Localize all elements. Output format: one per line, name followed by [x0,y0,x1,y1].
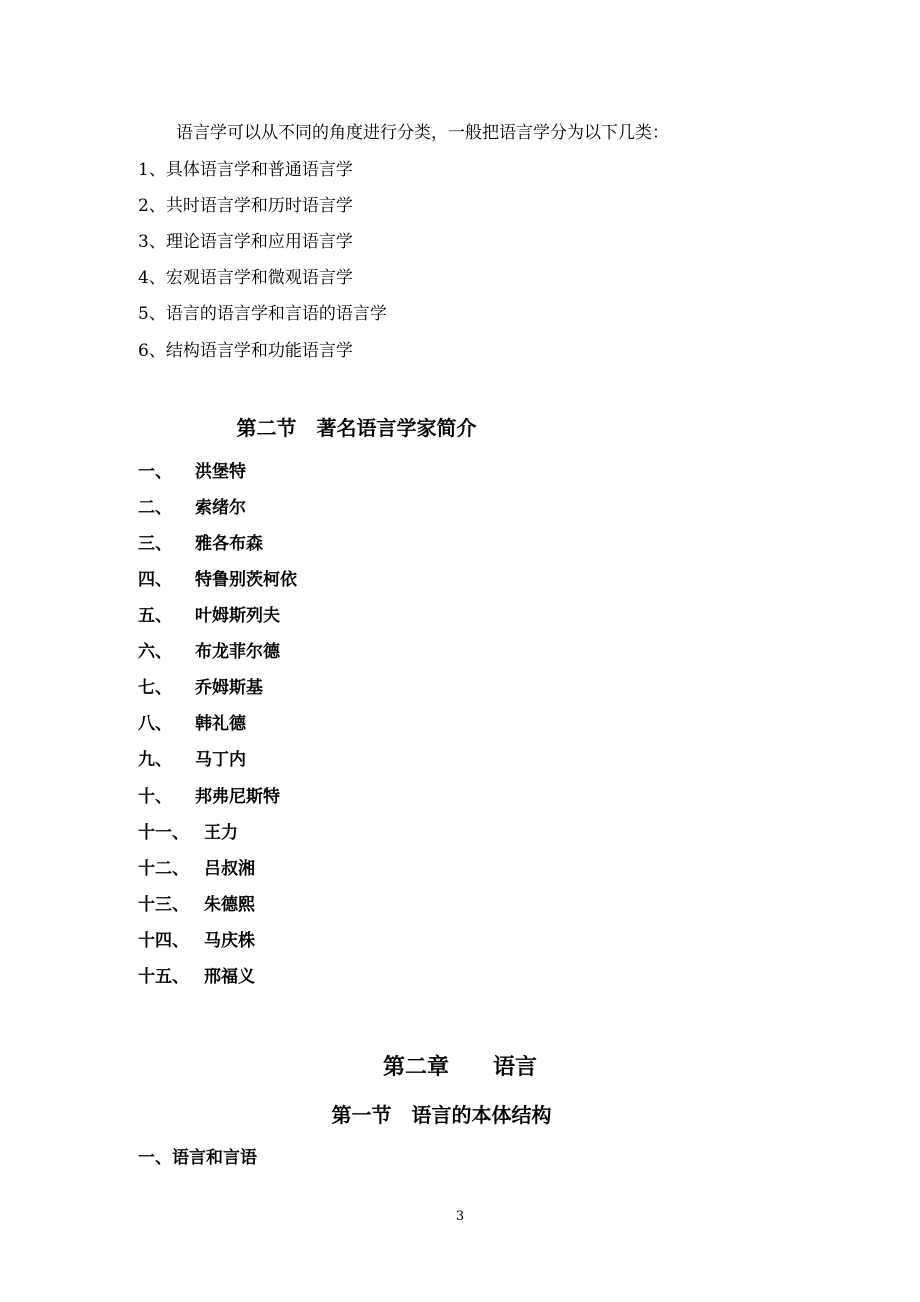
linguist-item [138,890,255,915]
linguist-item [138,457,246,482]
linguist-number: 十、 [138,787,172,807]
linguist-item [138,962,255,987]
linguist-item [138,818,238,843]
category-item: 6、结构语言学和功能语言学 [138,341,353,361]
linguist-number: 十二、 [138,859,189,879]
linguist-name: 朱德熙 [204,895,255,915]
linguist-number: 五、 [138,606,172,626]
linguist-name: 韩礼德 [195,714,246,734]
category-item: 3、理论语言学和应用语言学 [138,232,353,252]
linguist-item [138,493,246,518]
section-title: 第二节 著名语言学家简介 [236,416,477,440]
page-number: 3 [455,1209,465,1224]
linguist-item [138,673,263,698]
linguist-number: 九、 [138,750,172,770]
linguist-name: 叶姆斯列夫 [195,606,280,626]
subsection-heading: 一、语言和言语 [138,1148,257,1168]
linguist-number: 十一、 [138,823,189,843]
linguist-number: 十五、 [138,967,189,987]
linguist-number: 二、 [138,498,172,518]
linguist-number: 六、 [138,642,172,662]
linguist-item [138,565,297,590]
linguist-name: 洪堡特 [195,462,246,482]
linguist-name: 邢福义 [204,967,255,987]
linguist-item [138,745,246,770]
chapter-title: 第二章 语言 [382,1054,537,1080]
linguist-name: 乔姆斯基 [195,678,263,698]
linguist-name: 王力 [204,823,238,843]
linguist-name: 索绪尔 [195,498,246,518]
linguist-number: 三、 [138,534,172,554]
intro-paragraph: 语言学可以从不同的角度进行分类，一般把语言学分为以下几类： [176,123,669,143]
linguist-number: 十三、 [138,895,189,915]
category-item: 1、具体语言学和普通语言学 [138,160,353,180]
linguist-number: 八、 [138,714,172,734]
linguist-number: 一、 [138,462,172,482]
linguist-name: 特鲁别茨柯依 [195,570,297,590]
linguist-name: 邦弗尼斯特 [195,787,280,807]
linguist-item [138,601,280,626]
linguist-name: 吕叔湘 [204,859,255,879]
chapter-section-title: 第一节 语言的本体结构 [331,1103,552,1127]
linguist-name: 布龙菲尔德 [195,642,280,662]
linguist-item [138,926,255,951]
linguist-item [138,782,280,807]
linguist-item [138,854,255,879]
linguist-number: 七、 [138,678,172,698]
category-item: 2、共时语言学和历时语言学 [138,196,353,216]
linguist-item [138,529,263,554]
linguist-number: 十四、 [138,931,189,951]
linguist-item [138,709,246,734]
category-item: 5、语言的语言学和言语的语言学 [138,304,387,324]
linguist-name: 马丁内 [195,750,246,770]
linguist-name: 马庆株 [204,931,255,951]
linguist-name: 雅各布森 [195,534,263,554]
linguist-item [138,637,280,662]
linguist-number: 四、 [138,570,172,590]
category-item: 4、宏观语言学和微观语言学 [138,268,353,288]
